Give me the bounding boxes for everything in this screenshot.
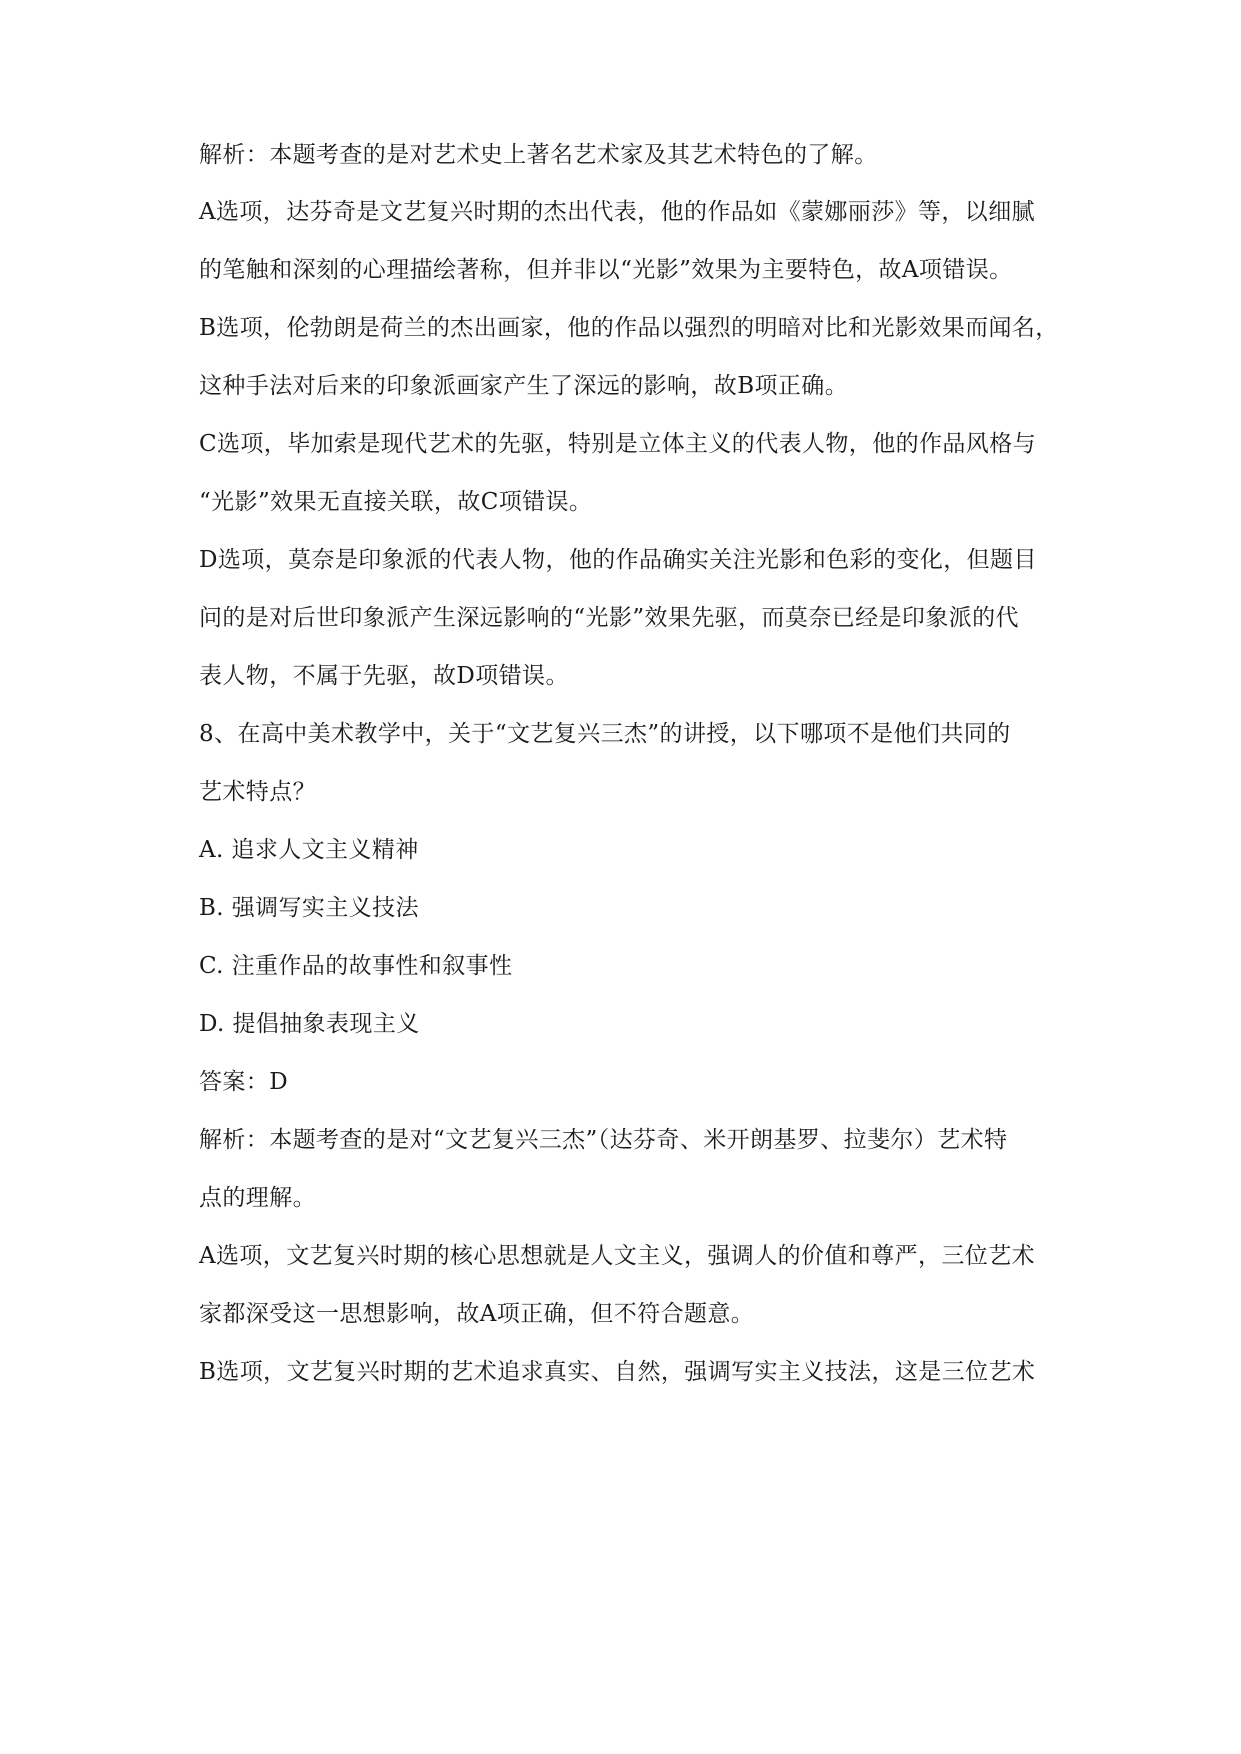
- option-c: C. 注重作品的故事性和叙事性: [199, 953, 513, 979]
- option-d: D. 提倡抽象表现主义: [199, 1011, 420, 1037]
- text-line: 这种手法对后来的印象派画家产生了深远的影响，故B项正确。: [199, 373, 849, 399]
- text-line: 解析：本题考查的是对艺术史上著名艺术家及其艺术特色的了解。: [199, 142, 878, 168]
- text-line: 表人物，不属于先驱，故D项错误。: [199, 663, 569, 689]
- question-line: 艺术特点？: [199, 779, 316, 805]
- text-line: 家都深受这一思想影响，故A项正确，但不符合题意。: [199, 1301, 755, 1327]
- option-a: A. 追求人文主义精神: [199, 837, 419, 863]
- text-line: 问的是对后世印象派产生深远影响的“光影”效果先驱，而莫奈已经是印象派的代: [199, 605, 1019, 631]
- text-line: A选项，达芬奇是文艺复兴时期的杰出代表，他的作品如《蒙娜丽莎》等，以细腻: [199, 199, 1036, 225]
- text-line: 解析：本题考查的是对“文艺复兴三杰”（达芬奇、米开朗基罗、拉斐尔）艺术特: [199, 1127, 1008, 1153]
- text-line: 的笔触和深刻的心理描绘著称，但并非以“光影”效果为主要特色，故A项错误。: [199, 257, 1013, 283]
- text-line: 点的理解。: [199, 1185, 316, 1211]
- question-line: 8、在高中美术教学中，关于“文艺复兴三杰”的讲授，以下哪项不是他们共同的: [199, 721, 1011, 747]
- text-line: “光影”效果无直接关联，故C项错误。: [199, 489, 593, 515]
- option-b: B. 强调写实主义技法: [199, 895, 419, 921]
- text-line: C选项，毕加索是现代艺术的先驱，特别是立体主义的代表人物，他的作品风格与: [199, 431, 1036, 457]
- text-line: D选项，莫奈是印象派的代表人物，他的作品确实关注光影和色彩的变化，但题目: [199, 547, 1037, 573]
- answer-line: 答案：D: [199, 1069, 289, 1095]
- text-line: A选项，文艺复兴时期的核心思想就是人文主义，强调人的价值和尊严，三位艺术: [199, 1243, 1036, 1269]
- text-line: B选项，文艺复兴时期的艺术追求真实、自然，强调写实主义技法，这是三位艺术: [199, 1359, 1036, 1385]
- text-line: B选项，伦勃朗是荷兰的杰出画家，他的作品以强烈的明暗对比和光影效果而闻名，: [199, 315, 1059, 341]
